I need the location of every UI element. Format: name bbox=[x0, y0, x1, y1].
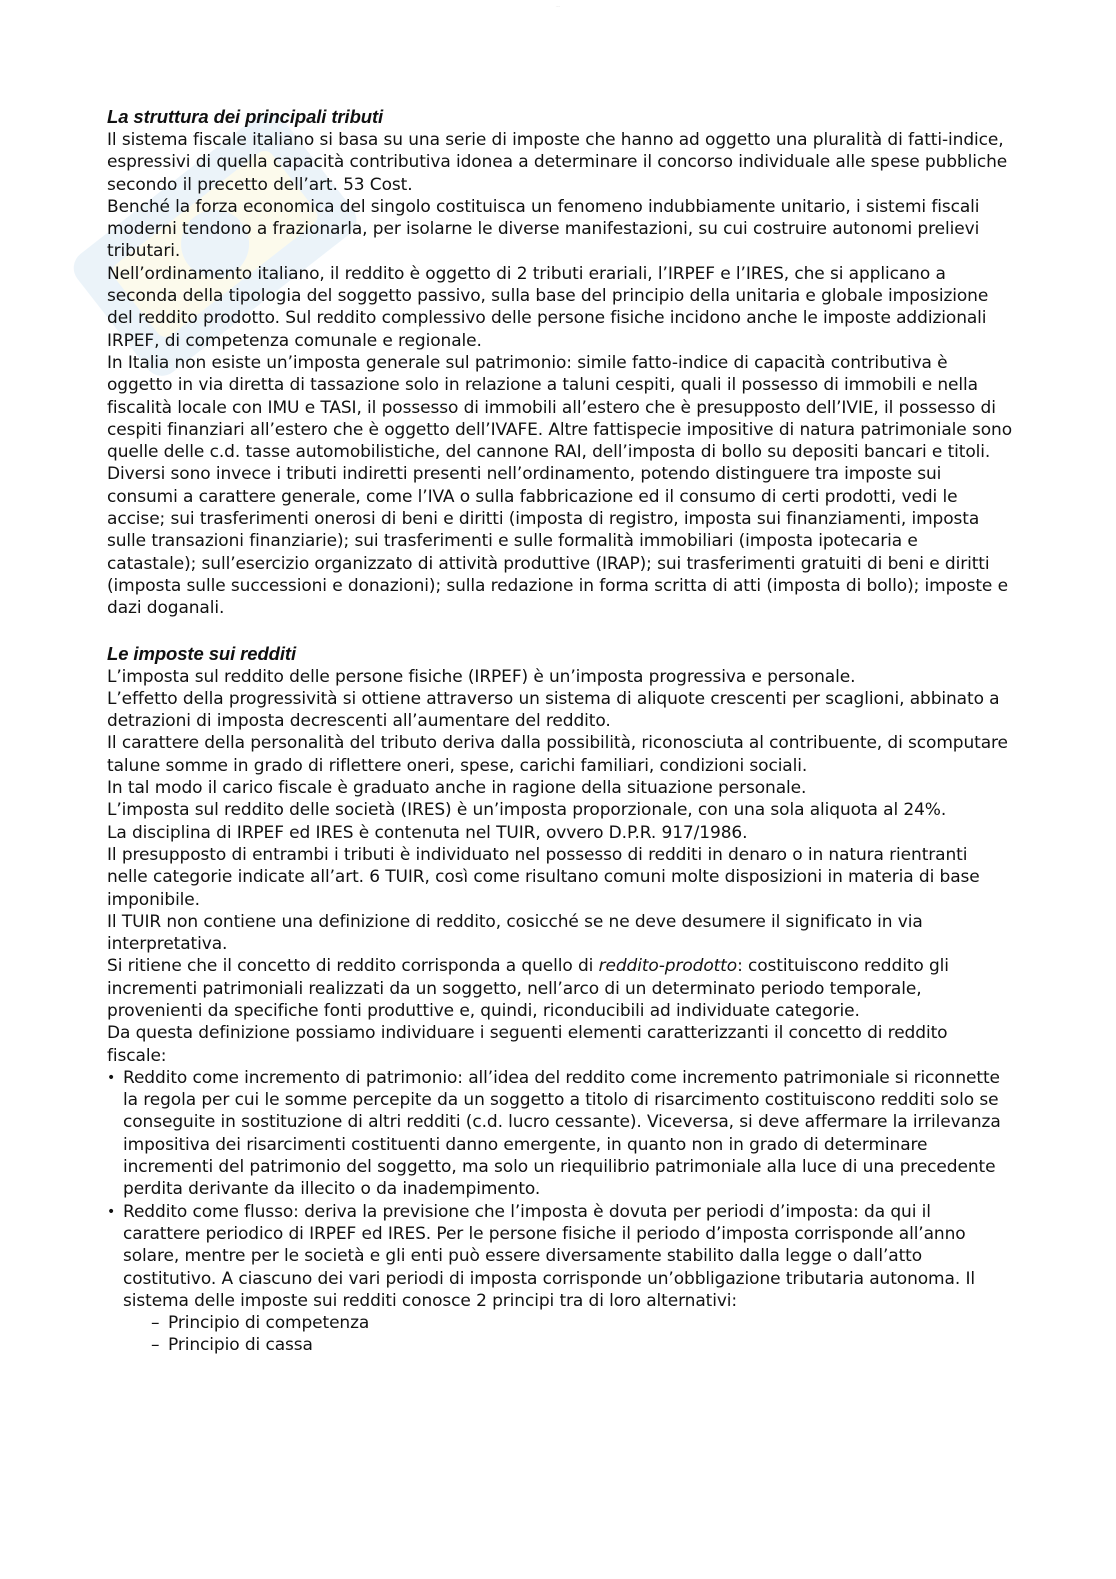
bullet-item bbox=[107, 1201, 1012, 1357]
paragraph-reddito-prodotto bbox=[107, 955, 1012, 1022]
dash-list bbox=[123, 1312, 1012, 1357]
paragraph: L’effetto della progressività si ottiene attraverso un sistema di aliquote crescenti per scaglioni, abbinato a detrazioni di imposta decrescenti all’aumentare del reddito. bbox=[107, 688, 1000, 732]
bullet-item: • Reddito come incremento di patrimonio: all’idea del reddito come incremento patrimoniale si riconnette la regola per cui le somme percepite da un soggetto a titolo di risarcimento costituiscono redditi solo se conseguite in sostituzione di altri redditi (c.d. lucro cessante). Viceversa, si deve affermare la irrilevanza impositiva dei risarcimenti costituenti danno emergente, in quanto non in grado di determinare incrementi del patrimonio del soggetto, ma solo un riequilibrio patrimoniale alla luce di una precedente perdita derivante da illecito o da inadempimento. bbox=[107, 1067, 1012, 1201]
section-spacer bbox=[107, 620, 1012, 642]
paragraph: Il carattere della personalità del tributo deriva dalla possibilità, riconosciuta al contribuente, di scomputare talune somme in grado di riflettere oneri, spese, carichi familiari, condizioni sociali. bbox=[107, 733, 1008, 776]
dash-item: – Principio di competenza bbox=[151, 1312, 1012, 1334]
italic-term: reddito-prodotto bbox=[598, 956, 738, 977]
paragraph: Il sistema fiscale italiano si basa su una serie di imposte che hanno ad oggetto una pluralità di fatti-indice, espressivi di quella capacità contributiva idonea a determinare il concorso individuale alle spese pubbliche secondo il precetto dell’art. 53 Cost. bbox=[107, 130, 1008, 195]
bullet-text: Reddito come flusso: deriva la previsione che l’imposta è dovuta per periodi d’imposta: da qui il carattere periodico di IRPEF ed IRES. Per le persone fisiche il periodo d’imposta corrisponde all’anno solare, mentre per le società e gli enti può essere diversamente stabilito dalla legge o dall’atto costitutivo. A ciascuno dei vari periodi di imposta corrisponde un’obbligazione tributaria autonoma. Il sistema delle imposte sui redditi conosce 2 principi tra di loro alternativi: bbox=[123, 1201, 975, 1311]
paragraph: Benché la forza economica del singolo costituisca un fenomeno indubbiamente unitario, i sistemi fiscali moderni tendono a frazionarla, per isolarne le diverse manifestazioni, su cui costruire autonomi prelievi tributari. bbox=[107, 196, 980, 262]
text-span: Si ritiene che il concetto di reddito corrisponda a quello di bbox=[107, 956, 599, 977]
section-heading-imposte-redditi: Le imposte sui redditi bbox=[107, 642, 296, 664]
paragraph: In tal modo il carico fiscale è graduato anche in ragione della situazione personale. bbox=[107, 778, 807, 799]
paragraph: In Italia non esiste un’imposta generale sul patrimonio: simile fatto-indice di capacità contributiva è oggetto in via diretta di tassazione solo in relazione a taluni cespiti, quali il possesso di immobili e nella fiscalità locale con IMU e TASI, il possesso di immobili all’estero che è presupposto dell’IVIE, il possesso di cespiti finanziari all’estero che è oggetto dell’IVAFE. Altre fattispecie impositive di natura patrimoniale sono quelle delle c.d. tasse automobilistiche, del cannone RAI, dell’imposta di bollo su depositi bancari e titoli. bbox=[107, 352, 1012, 463]
paragraph: Nell’ordinamento italiano, il reddito è oggetto di 2 tributi erariali, l’IRPEF e l’IRES, che si applicano a seconda della tipologia del soggetto passivo, sulla base del principio della unitaria e globale imposizione del reddito prodotto. Sul reddito complessivo delle persone fisiche incidono anche le imposte addizionali IRPEF, di competenza comunale e regionale. bbox=[107, 263, 989, 351]
bullet-list bbox=[107, 1067, 1012, 1357]
paragraph: L’imposta sul reddito delle società (IRES) è un’imposta proporzionale, con una sola aliquota al 24%. bbox=[107, 800, 947, 821]
document-page bbox=[107, 105, 1012, 1357]
paragraph: Da questa definizione possiamo individuare i seguenti elementi caratterizzanti il concetto di reddito fiscale: bbox=[107, 1023, 948, 1066]
paragraph: Il TUIR non contiene una definizione di reddito, cosicché se ne deve desumere il significato in via interpretativa. bbox=[107, 911, 923, 955]
paragraph: Diversi sono invece i tributi indiretti presenti nell’ordinamento, potendo distinguere tra imposte sui consumi a carattere generale, come l’IVA o sulla fabbricazione ed il consumo di certi prodotti, vedi le accise; sui trasferimenti onerosi di beni e diritti (imposta di registro, imposta sui finanziamenti, imposta sulle transazioni finanziarie); sui trasferimenti e sulle formalità immobiliari (imposta ipotecaria e catastale); sull’esercizio organizzato di attività produttive (IRAP); sui trasferimenti gratuiti di beni e diritti (imposta sulle successioni e donazioni); sulla redazione in forma scritta di atti (imposta di bollo); imposte e dazi doganali. bbox=[107, 464, 1008, 619]
text-span: : costituiscono reddito gli incrementi patrimoniali realizzati da un soggetto, nell’arco di un determinato periodo temporale, provenienti da specifiche fonti produttive e, quindi, riconducibili ad individuate categorie. bbox=[107, 956, 949, 1021]
section-heading-struttura: La struttura dei principali tributi bbox=[107, 106, 384, 127]
paragraph: La disciplina di IRPEF ed IRES è contenuta nel TUIR, ovvero D.P.R. 917/1986. bbox=[107, 822, 748, 843]
dash-item: – Principio di cassa bbox=[151, 1334, 1012, 1356]
header-mark: ····· bbox=[555, 4, 561, 8]
paragraph: Il presupposto di entrambi i tributi è individuato nel possesso di redditi in denaro o in natura rientranti nelle categorie indicate all’art. 6 TUIR, così come risultano comuni molte disposizioni in materia di base imponibile. bbox=[107, 844, 980, 910]
paragraph: L’imposta sul reddito delle persone fisiche (IRPEF) è un’imposta progressiva e personale. bbox=[107, 666, 856, 687]
